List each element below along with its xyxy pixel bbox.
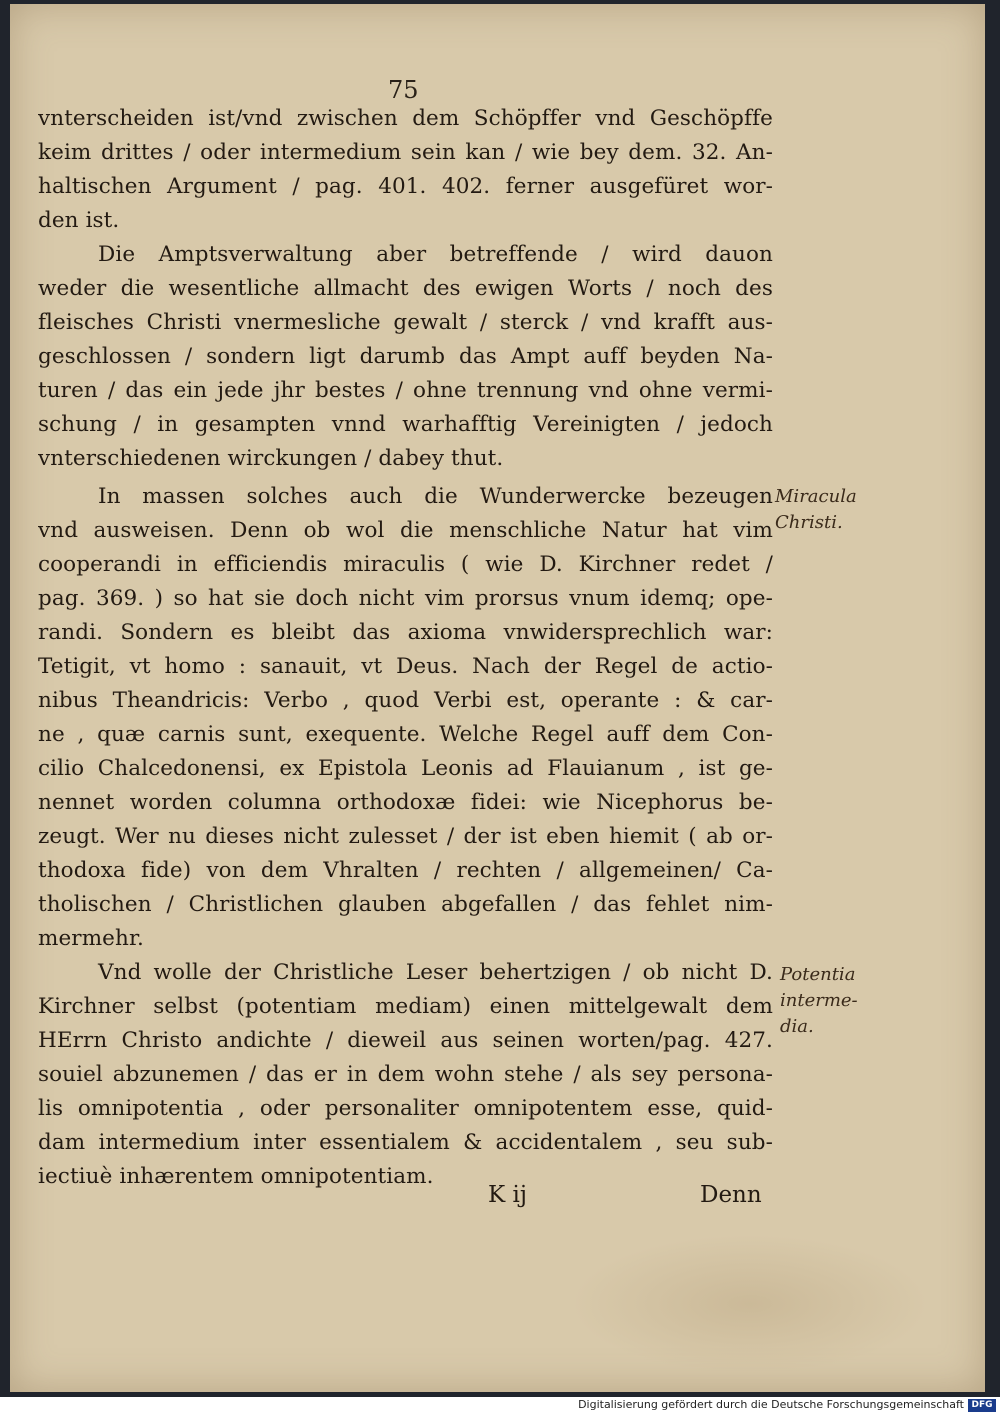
text-line: den ist.: [38, 208, 120, 233]
marginal-line: Miracula: [775, 486, 857, 507]
text-line: zeugt. Wer nu dieses nicht zulesset / der ist eben hiemit ( ab or-: [38, 824, 773, 849]
page-stain: [570, 1234, 930, 1374]
text-line: pag. 369. ) so hat sie doch nicht vim prorsus vnum idemq; ope-: [38, 586, 773, 611]
text-line: keim drittes / oder intermedium sein kan / wie bey dem. 32. An-: [38, 140, 773, 165]
text-line: randi. Sondern es bleibt das axioma vnwidersprechlich war:: [38, 620, 773, 645]
catchword: Denn: [700, 1182, 762, 1208]
text-line: cooperandi in efficiendis miraculis ( wie D. Kirchner redet /: [38, 552, 773, 577]
text-line: HErrn Christo andichte / dieweil aus seinen worten/pag. 427.: [38, 1028, 773, 1053]
text-line: nennet worden columna orthodoxæ fidei: wie Nicephorus be-: [38, 790, 773, 815]
text-line: dam intermedium inter essentialem & accidentalem , seu sub-: [38, 1130, 773, 1155]
text-line: In massen solches auch die Wunderwercke bezeugen: [98, 484, 773, 509]
text-line: haltischen Argument / pag. 401. 402. ferner ausgefüret wor-: [38, 174, 773, 199]
book-page: [10, 4, 985, 1392]
text-line: vnterschiedenen wirckungen / dabey thut.: [38, 446, 504, 471]
text-line: souiel abzunemen / das er in dem wohn stehe / als sey persona-: [38, 1062, 773, 1087]
marginal-note-potentia: [780, 962, 858, 1040]
text-line: cilio Chalcedonensi, ex Epistola Leonis ad Flauianum , ist ge-: [38, 756, 773, 781]
text-line: schung / in gesampten vnnd warhafftig Vereinigten / jedoch: [38, 412, 773, 437]
marginal-line: Christi.: [775, 512, 843, 533]
text-line: Die Amptsverwaltung aber betreffende / wird dauon: [98, 242, 773, 267]
text-line: vnterscheiden ist/vnd zwischen dem Schöpffer vnd Geschöpffe: [38, 106, 773, 131]
dfg-footer-bar: [0, 1397, 1000, 1415]
page-number: 75: [388, 76, 419, 104]
dfg-logo: DFG: [968, 1399, 996, 1412]
text-line: Tetigit, vt homo : sanauit, vt Deus. Nach der Regel de actio-: [38, 654, 773, 679]
marginal-note-miracula: [775, 484, 857, 536]
dfg-notice: Digitalisierung gefördert durch die Deutsche Forschungsgemeinschaft: [578, 1398, 964, 1411]
text-line: iectiuè inhærentem omnipotentiam.: [38, 1164, 434, 1189]
body-text: [38, 102, 773, 1194]
text-line: Vnd wolle der Christliche Leser behertzigen / ob nicht D.: [98, 960, 773, 985]
text-line: nibus Theandricis: Verbo , quod Verbi est, operante : & car-: [38, 688, 773, 713]
text-line: fleisches Christi vnermesliche gewalt / sterck / vnd krafft aus-: [38, 310, 773, 335]
text-line: thodoxa fide) von dem Vhralten / rechten / allgemeinen/ Ca-: [38, 858, 773, 883]
text-line: weder die wesentliche allmacht des ewigen Worts / noch des: [38, 276, 773, 301]
text-line: turen / das ein jede jhr bestes / ohne trennung vnd ohne vermi-: [38, 378, 773, 403]
marginal-line: Potentia: [780, 964, 856, 985]
text-line: tholischen / Christlichen glauben abgefallen / das fehlet nim-: [38, 892, 773, 917]
text-line: ne , quæ carnis sunt, exequente. Welche Regel auff dem Con-: [38, 722, 773, 747]
page-footer: [10, 1182, 995, 1222]
text-line: vnd ausweisen. Denn ob wol die menschliche Natur hat vim: [38, 518, 773, 543]
marginal-line: interme-: [780, 990, 858, 1011]
text-line: geschlossen / sondern ligt darumb das Ampt auff beyden Na-: [38, 344, 773, 369]
signature-mark: K ij: [488, 1182, 527, 1208]
text-line: mermehr.: [38, 926, 144, 951]
marginal-line: dia.: [780, 1016, 814, 1037]
text-line: lis omnipotentia , oder personaliter omnipotentem esse, quid-: [38, 1096, 773, 1121]
text-line: Kirchner selbst (potentiam mediam) einen mittelgewalt dem: [38, 994, 773, 1019]
